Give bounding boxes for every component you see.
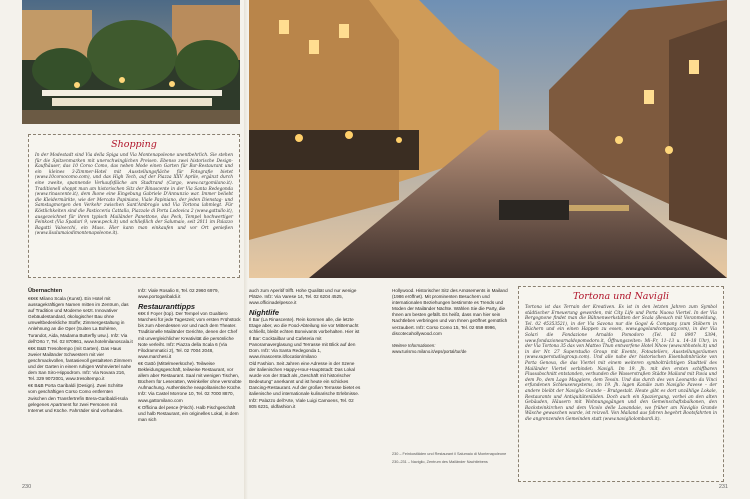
entry-hollywood: Hollywood. Historischer Sitz des Amüsements in Mailand (1986 eröffnet). Mit prominenten Besuchern und internationalen Beziehungen bestimmte es Trends und Moden der Mailänder Nächte. Wählen Sie die Party, die Ihnen am besten gefällt. Es heißt, dass man hier sein Nachtleben verbringen und von Ihnen geöffnet gemütlich verzaubert. Infz: Corso Como 15, Tel. 02 659 8996, discotecahollywood.com <box>392 288 508 336</box>
book-gutter <box>244 0 248 499</box>
entry-il-bar: Il Bar (La Rinascente). Rein kommen alle, die letzte Etage aber, wo die Food-Abteilung nie vor Mitternacht schließt, bleibt echten Bonvivants vorbehalten. Hier ist Il Bar: Cocktailbar und Cafeteria mit Panoramaverglasung und Terrasse mit Blick auf den Dom. Infz: Via Santa Redegonda 1, www.rinascente.it/location/milano <box>249 317 360 359</box>
page-number-right: 231 <box>718 484 728 490</box>
tortona-navigli-box <box>518 286 724 482</box>
heading-restauranttipps: Restauranttipps <box>138 302 196 312</box>
tortona-text: Tortona ist das Terrain der Kreativen. Es ist in den letzten Jahren zum Symbol städtischer Erneuerung geworden, mit City Life und Porta Nuova Viertel. In der Via Bergognone findet man die Bühnenwerkstätten der Scala (Besuch mit Voranmeldung, Tel. 02 45353521), in der Via Savona nur die Gogol & Company (zum Stöbern in Büchern und ein einen Happen zu essen, www.gogolandcompany.com), in der Via Solari die Fondazione Arnaldo Pomodoro (Tel. 02 8907 5394, www.fondazionearnaldopomodoro.it, Öffnungszeiten: Mi–Fr, 11–13 u. 14–18 Uhr), in der Via Tortona 35 das von Matteo Thun entworfene Hotel Nhow (www.nhhotels.it) und in der Nr. 27 Superstudio Group mit Events, Fotoateliers, Ausstellungsräumen (www.superstudiogroup.com). Und alle nahe der historischen Eisenbahnbrücke von Porta Genova, die das Viertel mit einem weiteren symbolträchtigen Stadtteil des Mailänder Viertel verbindet: Navigli. Im 19. Jh. mit den ersten schiffbaren Flussabschnitt entstanden, verbunden die Wasserstraßen Städte Mailand mit Pavia und dem Po, dem Lago Maggiore, dem Tessin. Und das durch des von Leonardo da Vinci erfundenen Schleusensystems, im 19. Jh. lagen Kanäle zum Naviglio Pavese – der andere bleibt der Naviglio Grande – Brutgestalt. Heute gibt es dort unzählige Lokale, Restaurants und Antiquitätenläden. Doch auch ein Spaziergang, vorbei an den alten Gebäuden, Häusern mit Wohnungsgängen und den Gemeinschaftsbalkonen, den Backsteinkirchen und dem Vicolo delle Lavandaie, wo früher am Naviglio Grande Wäsche gewaschen wurde, ist reizvoll. Von Mailand aus fahren begehrt Bootsfahrten in die angrenzenden Gemeinden statt (www.navigliolombardi.it). <box>525 305 717 422</box>
entry-gatto: €€ Gattò (Mittelmeerküche). Teilweise Bekleidungsgeschäft, teilweise Restaurant, vor allem aber Restaurant. Saal mit wenigen Tischen, Büchern für Leseratten, Weinkeller ohne versnobte Aufmachung. Authentische neapolitanische Küche. Infz: Via Castel Morrone 10, Tel. 02 7000 8870, www.gattomilano.com <box>138 360 242 403</box>
shopping-text: In der Modestadt sind Via della Spiga und Via Montenapoleone unentbehrlich. Sie stehen für die Spitzenmarken mit unerschwinglichen Preisen. Ebenso zwei historische Design-Kaufhäuser, das 10 Corso Como, das neben Mode einen Garten für Bar-Restaurant und ein kleines 3-Zimmer-Hotel mit Ausstellungsfläche für Fotografie bietet (www.10corsocomo.com), und das High Tech, auf der Piazza XXV Aprile, ergänzt durch eine zweite, spannende Verkaufsfläche am Stadtrand (Cargo, www.cargomilano.it). Traditionell shoppt man am historischen Sitz der Rinascente in der Via Santa Redegonda (www.rinascente.it), dem Ikone eine Eingebung Gabriele D'Annunzio war. Immer beliebt die Kleidermärkte, wie der Mercato Papiniano, Viale Papiniano, der jeden Dienstag- und Samstagmorgen den Verkehr zwischen Sant'Ambrogio und Via Tortona lahmlegt. Für Köstlichkeiten sind die Pasticceria Cattalla, Piazzale di Porta Lodovica 2 (www.gattullo.it), ausgezeichnet für ihren typisch Mailänder Panettone, das Peck, Tempel hochwertiger Feinkost (Via Spadari 9, www.peck.it) und schließlich der Salumaio, seit 2011 im Palazzo Bagatti Valsecchi, ein Muss. Hier kann man einkaufen und vor Ort genießen (www.ilsalumaiodimontenapoleone.it). <box>35 153 233 237</box>
shopping-title: Shopping <box>111 139 157 150</box>
shopping-box <box>28 134 240 278</box>
heading-nightlife: Nightlife <box>249 308 279 318</box>
entry-old-fashion: Old Fashion. Seit Jahren eine Adresse in der Szene der italienischen Happy-Hour-Hauptstadt: Das Lokal wurde von der Stadt als „Geschäft mit historischer Bedeutung“ anerkannt und ist heute ein schickes Dancing-Restaurant. Auf der großen Terrasse bietet es italienische und internationale kulinarische Erlebnisse. Infz: Palazzo dell'Arte, Viale Luigi Camoens, Tel. 02 805 6231, oldfashion.it <box>249 360 361 409</box>
entry-porta-garibaldi-info: Infz: Viale Rosalio 8, Tel. 02 2960 6979, www.portogaribaldi.it <box>138 288 219 300</box>
navigli-canal-photo <box>249 0 727 278</box>
column-hollywood <box>392 288 510 355</box>
heading-uebernachten: Übernachten <box>28 288 63 294</box>
entry-porta-garibaldi: €€ B&B Porta Garibaldi (Design). Zwei Schritte vom geschäftigen Corso Como entfernten zwischen den Transfertrefin Brera-Garibaldi-Isola gelegenes Apartment für zwei Personen mit Internet und Küche. Fahrräder sind vorhanden. <box>28 383 128 413</box>
column-restaurants <box>138 288 243 424</box>
entry-milano-scala: €€€€ Milano Scala (Kunst). Ein Hotel mit aussagekräftigem Namen mitten im Zentrum, das auf Tradition und Moderne setzt. Innovativer Gebäudestandard, ökologischer Bau ohne umweltbedenkliche Stoffe; Zimmergestaltung in Anlehnung an die Oper (Suiten La Bohème, Turandot, Aida, Madama Butterfly usw.). Infz: Via dell'Orto 7, Tel. 02 870961, www.hotelmilanoscala.it <box>28 296 133 344</box>
entry-officina-continued: auch zum Aperitif trifft. Hohe Qualität und nur wenige Plätze. Infz: Via Varese 14, Tel. 02 6204 4525, www.officinadelpesce.it <box>249 288 357 306</box>
page-number-left: 230 <box>22 484 32 490</box>
caption-230-231: 230–231 – Naviglio, Zentrum des Mailänder Nachtlebens <box>392 459 488 464</box>
entry-tresoltempo: €€€ B&B Tresoltempo (mit Garten). Das Haus zweier Mailänder Schwestern mit vier geschmackvollen, fantasievoll gestalteten Zimmern und der Garten in einem ruhigen Wohnviertel nahe dem San Siro-Hippodrom. Infz: Via Novara 216, Tel. 329 9072001, www.tresoltempo.it <box>28 345 132 382</box>
photo-captions <box>392 452 510 468</box>
weitere-label: Weitere Informationen: <box>392 342 436 348</box>
column-uebernachten <box>28 288 133 415</box>
entry-officina-del-pesce: € Officina del pesce (Fisch). Halb Fischgeschäft und halb Restaurant, ein originelles Lokal, in dem man sich <box>138 404 239 422</box>
tortona-title: Tortona und Navigli <box>572 291 670 302</box>
caption-230: 230 – Feinkostläden und Restaurant il Salumaio di Montenapoleone <box>392 452 507 456</box>
column-nightlife <box>249 288 361 411</box>
entry-il-foyer: €€€ Il Foyer (top). Der Tempel von Gualtiero Marchesi für jede Tageszeit; vom ersten Frühstück bis zum Abendessen vor und nach dem Theater. Traditionelle Mailänder Gerichte, denen der Chef mit unvergleichlicher Kreativität die persönliche Note verleiht. Infz: Piazza della Scala 6 (Via Filodrammatici 2), Tel. 02 7004 2048, www.marchesi.it <box>138 311 241 359</box>
garden-restaurant-photo <box>22 0 240 124</box>
weitere-url[interactable]: www.turismo.milano.it/wps/portal/tur/de <box>392 348 467 354</box>
